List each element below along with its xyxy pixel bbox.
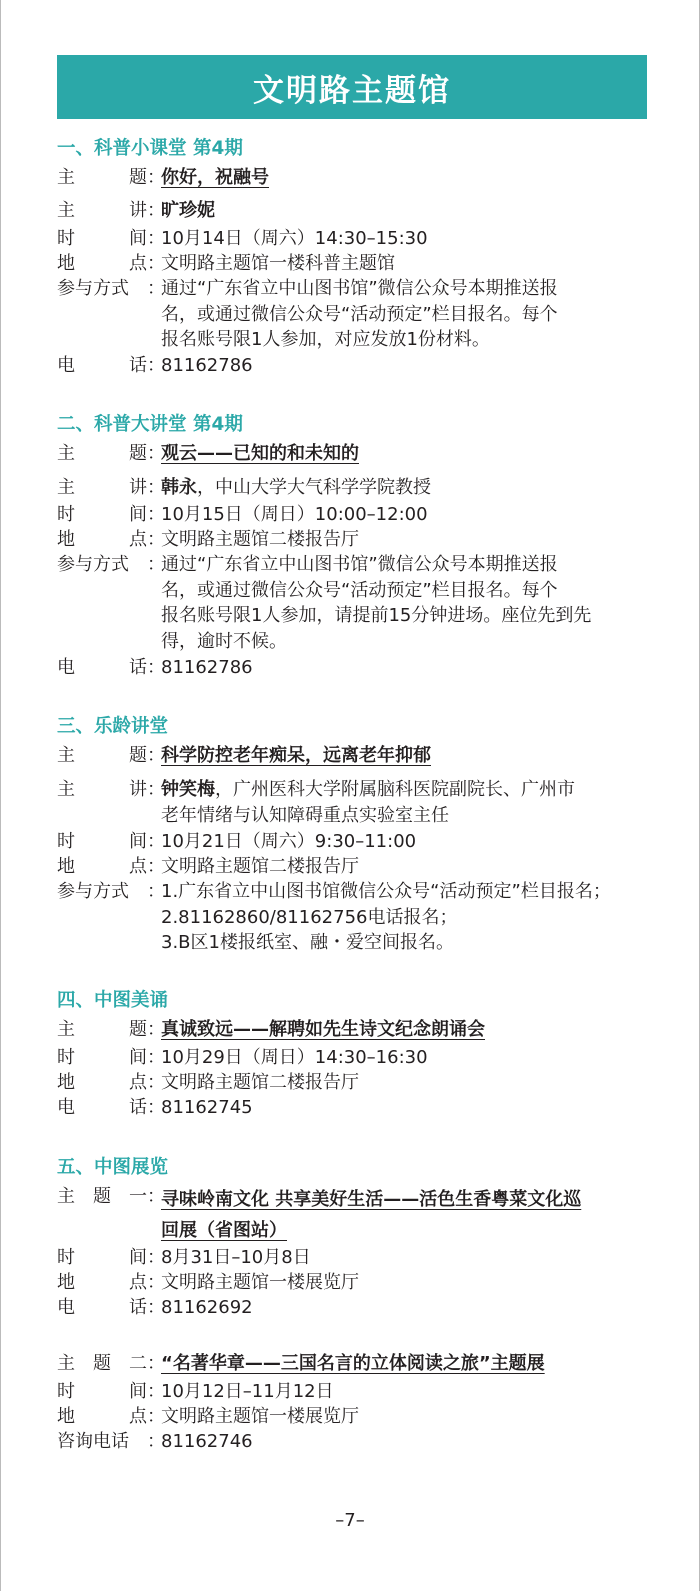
info-row-phone: 电 话 ： 81162786 — [57, 655, 659, 681]
section-title: 四、中图美诵 — [57, 990, 169, 1011]
page-number: –7– — [335, 1510, 365, 1531]
info-row-time: 时 间 ： 8月31日–10月8日 — [57, 1245, 659, 1271]
speaker-title: ，广州医科大学附属脑科医院副院长、广州市 老年情绪与认知障碍重点实验室主任 — [161, 779, 575, 826]
info-row-phone: 电 话 ： 81162786 — [57, 353, 659, 379]
info-row-place: 地 点 ： 文明路主题馆二楼报告厅 — [57, 854, 659, 880]
info-row-method: 参与方式 ： 通过“广东省立中山图书馆”微信公众号本期推送报 名，或通过微信公众号“活动预定”栏目报名。每个 报名账号限1人参加，请提前15分钟进场。座位先到先 得，逾时不候。 — [57, 552, 659, 654]
info-row-speaker: 主 讲 ： 韩永，中山大学大气科学学院教授 — [57, 477, 431, 498]
method-value: 1.广东省立中山图书馆微信公众号“活动预定”栏目报名； 2.81162860/81162756电话报名； 3.B区1楼报纸室、融・爱空间报名。 — [161, 881, 611, 953]
topic-value: 你好，祝融号 — [161, 167, 269, 188]
method-value: 通过“广东省立中山图书馆”微信公众号本期推送报 名，或通过微信公众号“活动预定”栏目报名。每个 报名账号限1人参加，请提前15分钟进场。座位先到先 得，逾时不候。 — [161, 554, 592, 652]
info-row-topic: 主 题 ： 观云——已知的和未知的 — [57, 441, 659, 467]
method-value: 通过“广东省立中山图书馆”微信公众号本期推送报 名，或通过微信公众号“活动预定”栏目报名。每个 报名账号限1人参加，对应发放1份材料。 — [161, 278, 558, 350]
time-value: 10月15日（周日）10:00–12:00 — [161, 504, 428, 525]
info-row-phone: 电 话 ： 81162745 — [57, 1095, 659, 1121]
info-row-place: 地 点 ： 文明路主题馆二楼报告厅 — [57, 1070, 659, 1096]
info-row-time: 时 间 ： 10月14日（周六）14:30–15:30 — [57, 226, 659, 252]
info-row-topic-two: 主 题 二 ： “名著华章——三国名言的立体阅读之旅”主题展 — [57, 1351, 659, 1377]
info-row-place: 地 点 ： 文明路主题馆二楼报告厅 — [57, 527, 659, 553]
place-value: 文明路主题馆一楼科普主题馆 — [161, 253, 395, 274]
info-row-consult: 咨询电话 ： 81162746 — [57, 1429, 659, 1455]
info-row-topic: 主 题 ： 科学防控老年痴呆，远离老年抑郁 — [57, 743, 659, 769]
phone-value: 81162786 — [161, 657, 253, 678]
info-row-place: 地 点 ： 文明路主题馆一楼展览厅 — [57, 1270, 659, 1296]
time-value: 10月12日–11月12日 — [161, 1381, 334, 1402]
place-value: 文明路主题馆二楼报告厅 — [161, 1072, 359, 1093]
info-row-phone: 电 话 ： 81162692 — [57, 1295, 659, 1321]
info-row-time: 时 间 ： 10月12日–11月12日 — [57, 1379, 659, 1405]
info-row-topic: 主 题 ： 真诚致远——解聘如先生诗文纪念朗诵会 — [57, 1017, 659, 1043]
info-row-place: 地 点 ： 文明路主题馆一楼科普主题馆 — [57, 251, 659, 277]
phone-value: 81162745 — [161, 1097, 253, 1118]
info-row-time: 时 间 ： 10月21日（周六）9:30–11:00 — [57, 829, 659, 855]
info-row-speaker: 主 讲 ： 钟笑梅，广州医科大学附属脑科医院副院长、广州市 老年情绪与认知障碍重点实验室主任 — [57, 779, 575, 826]
info-row-time: 时 间 ： 10月15日（周日）10:00–12:00 — [57, 502, 659, 528]
info-row-time: 时 间 ： 10月29日（周日）14:30–16:30 — [57, 1045, 659, 1071]
time-value: 10月14日（周六）14:30–15:30 — [161, 228, 428, 249]
speaker-title: ，中山大学大气科学学院教授 — [197, 477, 431, 498]
time-value: 10月21日（周六）9:30–11:00 — [161, 831, 417, 852]
section-title: 二、科普大讲堂 第4期 — [57, 414, 243, 435]
place-value: 文明路主题馆一楼展览厅 — [161, 1272, 359, 1293]
consult-phone-value: 81162746 — [161, 1431, 253, 1452]
section-title: 一、科普小课堂 第4期 — [57, 138, 243, 159]
topic-value: 观云——已知的和未知的 — [161, 443, 359, 464]
info-row-topic: 主 题 ： 你好，祝融号 — [57, 165, 659, 191]
topic-value: 科学防控老年痴呆，远离老年抑郁 — [161, 745, 431, 766]
page-title: 文明路主题馆 — [57, 55, 647, 119]
info-row-speaker: 主 讲 ： 旷珍妮 — [57, 198, 659, 224]
place-value: 文明路主题馆一楼展览厅 — [161, 1406, 359, 1427]
info-row-method: 参与方式 ： 1.广东省立中山图书馆微信公众号“活动预定”栏目报名； 2.81162860/81162756电话报名； 3.B区1楼报纸室、融・爱空间报名。 — [57, 879, 659, 956]
speaker-name: 钟笑梅 — [161, 779, 215, 800]
speaker-name: 韩永 — [161, 477, 197, 498]
section-title: 三、乐龄讲堂 — [57, 716, 169, 737]
info-row-method: 参与方式 ： 通过“广东省立中山图书馆”微信公众号本期推送报 名，或通过微信公众号“活动预定”栏目报名。每个 报名账号限1人参加，对应发放1份材料。 — [57, 276, 659, 353]
time-value: 10月29日（周日）14:30–16:30 — [161, 1047, 428, 1068]
section-title: 五、中图展览 — [57, 1157, 169, 1178]
info-row-place: 地 点 ： 文明路主题馆一楼展览厅 — [57, 1404, 659, 1430]
topic-value: “名著华章——三国名言的立体阅读之旅”主题展 — [161, 1353, 545, 1374]
phone-value: 81162692 — [161, 1297, 253, 1318]
time-value: 8月31日–10月8日 — [161, 1247, 311, 1268]
place-value: 文明路主题馆二楼报告厅 — [161, 856, 359, 877]
topic-value: 真诚致远——解聘如先生诗文纪念朗诵会 — [161, 1019, 485, 1040]
place-value: 文明路主题馆二楼报告厅 — [161, 529, 359, 550]
phone-value: 81162786 — [161, 355, 253, 376]
info-row-topic-one: 主 题 一 ： 寻味岭南文化 共享美好生活——活色生香粤菜文化巡 回展（省图站） — [57, 1184, 659, 1246]
topic-value: 寻味岭南文化 共享美好生活——活色生香粤菜文化巡 回展（省图站） — [161, 1189, 582, 1241]
speaker-value: 旷珍妮 — [161, 200, 215, 221]
